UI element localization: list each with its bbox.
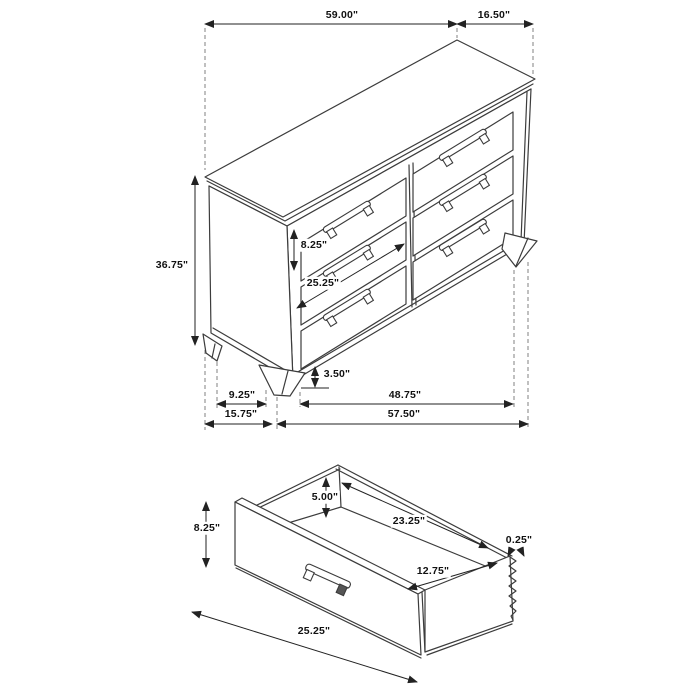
drawer-box-body <box>235 465 516 658</box>
dim-label-dresser-height: 36.75" <box>155 258 189 271</box>
dim-label-base-width: 57.50" <box>387 407 421 420</box>
dim-label-dresser-top-depth: 16.50" <box>477 8 511 21</box>
dresser-body <box>203 40 537 396</box>
dim-label-box-inner-width: 23.25" <box>392 514 426 527</box>
back-panel-rim <box>336 465 512 559</box>
dim-label-drawer-front-width: 25.25" <box>306 276 340 289</box>
dim-label-box-inner-depth: 12.75" <box>416 564 450 577</box>
dresser-figure <box>195 24 537 430</box>
dim-label-drawer-front-height: 8.25" <box>300 238 328 251</box>
dim-label-box-front-height: 8.25" <box>193 521 221 534</box>
dim-label-back-foot-spacing: 9.25" <box>228 388 256 401</box>
dim-label-box-thickness: 0.25" <box>505 533 533 546</box>
drawer-figure <box>192 465 524 682</box>
right-foot <box>502 233 537 267</box>
dim-label-box-inner-height: 5.00" <box>311 490 339 503</box>
dim-label-base-depth: 15.75" <box>224 407 258 420</box>
dim-label-foot-height: 3.50" <box>323 367 351 380</box>
dim-label-box-front-width: 25.25" <box>297 624 331 637</box>
dim-label-dresser-top-width: 59.00" <box>325 8 359 21</box>
dim-label-front-foot-spacing: 48.75" <box>388 388 422 401</box>
dim-arrow-thickness-right <box>520 548 524 556</box>
